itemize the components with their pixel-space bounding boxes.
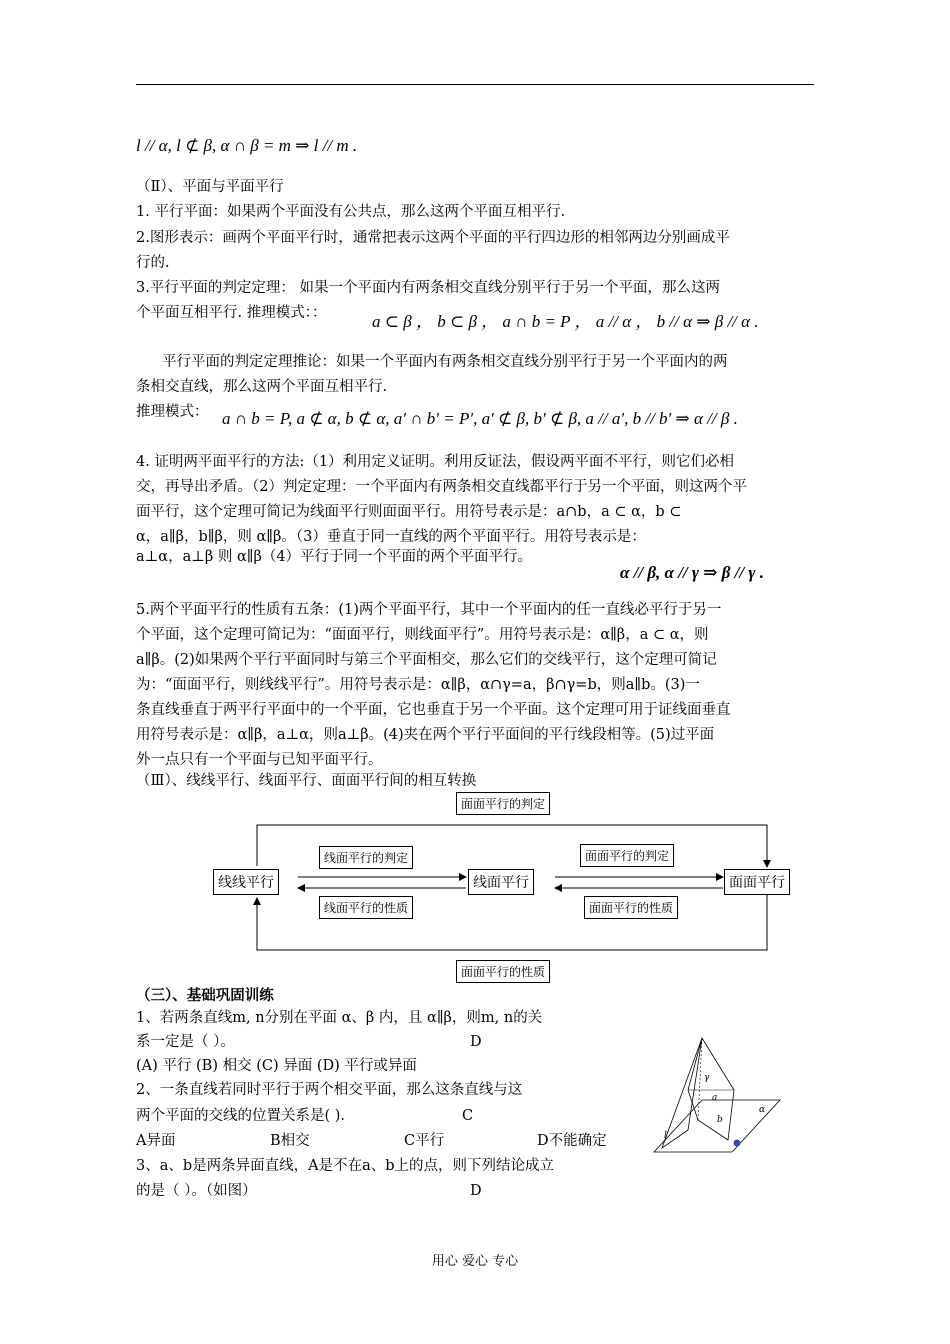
- plane-gamma: [688, 1038, 734, 1140]
- point-A: [734, 1140, 741, 1147]
- label-plane-plane-property: 面面平行的性质: [584, 896, 678, 919]
- paragraph-6c: a∥β。(2)如果两个平行平面同时与第三个平面相交，那么它们的交线平行，这个定理可简记: [136, 652, 717, 668]
- paragraph-6a: 5.两个平面平行的性质有五条：(1)两个平面平行，其中一个平面内的任一直线必平行于另一: [136, 602, 722, 618]
- paragraph-6d: 为：“面面平行，则线线平行”。用符号表示是：α∥β，α∩γ=a，β∩γ=b，则a∥b。(3)一: [136, 677, 700, 693]
- node-line-plane: 线面平行: [468, 869, 534, 895]
- paragraph-5e: a⊥α，a⊥β 则 α∥β（4）平行于同一个平面的两个平面平行。: [136, 549, 533, 565]
- formula-judgement: a ⊂ β ， b ⊂ β ， a ∩ b = P ， a // α ， b // α ⇒ β // α .: [372, 312, 759, 331]
- question-3a: 3、a、b是两条异面直线，A是不在a、b上的点，则下列结论成立: [136, 1158, 555, 1174]
- node-plane-plane: 面面平行: [724, 869, 790, 895]
- paragraph-6e: 条直线垂直于两平行平面中的一个平面，它也垂直于另一个平面。这个定理可用于证线面垂直: [136, 702, 731, 718]
- plane-geometry-figure: [652, 1030, 782, 1155]
- label-alpha: α: [759, 1105, 766, 1115]
- paragraph-5d: α，a∥β，b∥β，则 α∥β。（3）垂直于同一直线的两个平面平行。用符号表示是：: [136, 529, 646, 545]
- question-2-option-d: D不能确定: [537, 1133, 607, 1149]
- section-title-conversion: （Ⅲ）、线线平行、线面平行、面面平行间的相互转换: [136, 773, 477, 789]
- paragraph-3b: 个平面互相平行. 推理模式：：: [136, 305, 327, 321]
- paragraph-2b: 行的.: [136, 255, 170, 271]
- label-gamma: γ: [704, 1073, 710, 1083]
- plane-beta: [662, 1038, 702, 1148]
- label-b: b: [717, 1115, 723, 1125]
- label-top-judgement: 面面平行的判定: [456, 792, 550, 815]
- label-plane-plane-judgement: 面面平行的判定: [580, 844, 674, 867]
- formula-transitive: α // β, α // γ ⇒ β // γ .: [620, 563, 764, 582]
- question-3b: 的是（ ）。（如图）: [136, 1183, 257, 1199]
- paragraph-6g: 外一点只有一个平面与已知平面平行。: [136, 752, 383, 768]
- paragraph-3a: 3.平行平面的判定定理： 如果一个平面内有两条相交直线分别平行于另一个平面，那么这两: [136, 280, 720, 296]
- paragraph-1: 1. 平行平面：如果两个平面没有公共点，那么这两个平面互相平行.: [136, 204, 566, 220]
- paragraph-5c: 面平行，这个定理可简记为线面平行则面面平行。用符号表示是：a∩b，a ⊂ α，b ⊂: [136, 504, 682, 520]
- section-title-exercises: （三）、基础巩固训练: [136, 987, 274, 1004]
- question-2-option-c: C平行: [404, 1133, 445, 1149]
- question-3-answer: D: [470, 1183, 482, 1199]
- question-2a: 2、一条直线若同时平行于两个相交平面，那么这条直线与这: [136, 1082, 523, 1098]
- paragraph-6b: 个平面，这个定理可简记为：“面面平行，则线面平行”。用符号表示是：α∥β，a ⊂ α，则: [136, 627, 709, 643]
- question-1a: 1、若两条直线m, n分别在平面 α、β 内，且 α∥β，则m, n的关: [136, 1010, 543, 1026]
- formula-corollary: a ∩ b = P, a ⊄ α, b ⊄ α, a′ ∩ b′ = P′, a′ ⊄ β, b′ ⊄ β, a // a′, b // b′ ⇒ α // β .: [222, 409, 738, 428]
- paragraph-4c: 推理模式：: [136, 404, 209, 420]
- label-l: l: [664, 1131, 667, 1141]
- paragraph-4a: 平行平面的判定定理推论：如果一个平面内有两条相交直线分别平行于另一个平面内的两: [162, 354, 728, 370]
- page-footer: 用心 爱心 专心: [431, 1254, 519, 1269]
- paragraph-5b: 交，再导出矛盾。（2）判定定理：一个平面内有两条相交直线都平行于另一个平面，则这两个平: [136, 479, 747, 495]
- question-1b: 系一定是（ ）。: [136, 1034, 235, 1050]
- formula-line-parallel: l // α, l ⊄ β, α ∩ β = m ⇒ l // m .: [136, 136, 358, 155]
- label-bottom-property: 面面平行的性质: [456, 960, 550, 983]
- paragraph-2a: 2.图形表示：画两个平面平行时，通常把表示这两个平面的平行四边形的相邻两边分别画成平: [136, 230, 730, 246]
- question-2-option-a: A异面: [136, 1133, 176, 1149]
- label-a: a: [712, 1093, 718, 1103]
- question-1-options: (A) 平行 (B) 相交 (C) 异面 (D) 平行或异面: [136, 1058, 417, 1074]
- question-2-answer: C: [462, 1108, 474, 1124]
- paragraph-5a: 4. 证明两平面平行的方法:（1）利用定义证明。利用反证法，假设两平面不平行，则它们必相: [136, 454, 735, 470]
- question-1-answer: D: [470, 1034, 482, 1050]
- node-line-line: 线线平行: [213, 869, 279, 895]
- question-2-option-b: B相交: [270, 1133, 310, 1149]
- paragraph-6f: 用符号表示是：α∥β，a⊥α，则a⊥β。(4)夹在两个平行平面间的平行线段相等。(5)过平面: [136, 727, 715, 743]
- paragraph-4b: 条相交直线，那么这两个平面互相平行.: [136, 379, 388, 395]
- section-title-plane-plane: （Ⅱ）、平面与平面平行: [136, 179, 284, 195]
- question-2b: 两个平面的交线的位置关系是( ).: [136, 1108, 346, 1124]
- label-line-plane-property: 线面平行的性质: [319, 896, 413, 919]
- label-line-plane-judgement: 线面平行的判定: [319, 846, 413, 869]
